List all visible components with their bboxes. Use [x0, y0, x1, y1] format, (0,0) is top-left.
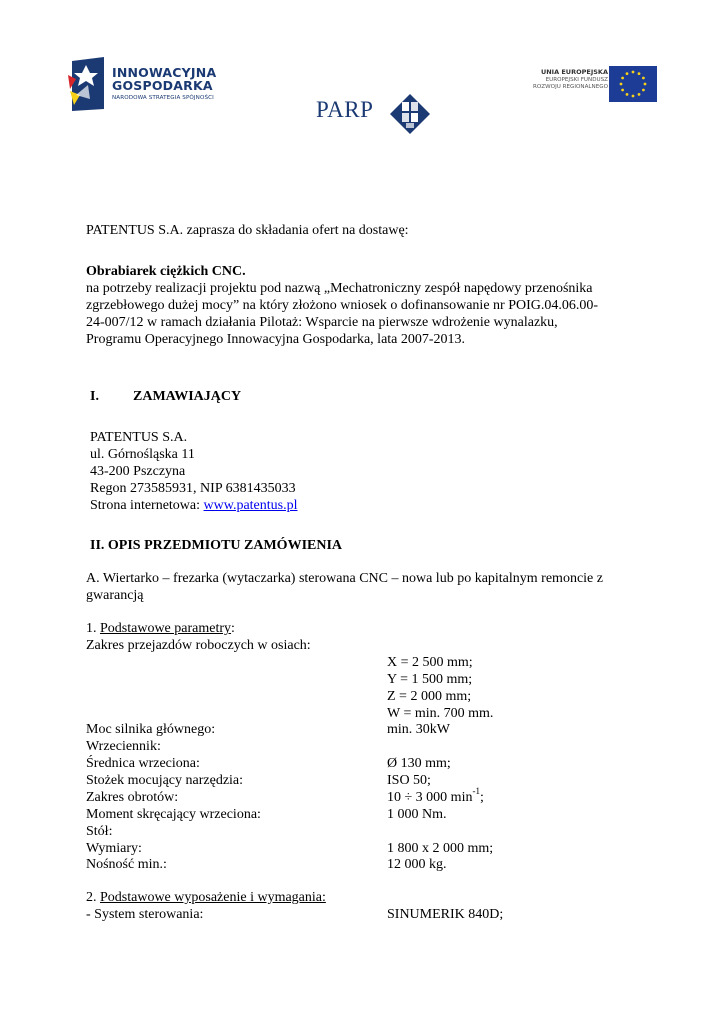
travel-w: W = min. 700 mm.: [387, 706, 494, 721]
subject-line-1: na potrzeby realizacji projektu pod nazwą „Mechatroniczny zespół napędowy przenośnika: [86, 281, 593, 296]
section-2-title: II. OPIS PRZEDMIOTU ZAMÓWIENIA: [90, 538, 343, 553]
travel-x: X = 2 500 mm;: [387, 655, 473, 670]
control-value: SINUMERIK 840D;: [387, 907, 504, 922]
subject-line-3: 24-007/12 w ramach działania Pilotaż: Wsparcie na pierwsze wdrożenie wynalazku,: [86, 315, 558, 330]
item-a-line-2: gwarancją: [86, 588, 144, 603]
load-value: 12 000 kg.: [387, 857, 447, 872]
subject-line-4: Programu Operacyjnego Innowacyjna Gospodarka, lata 2007-2013.: [86, 332, 466, 347]
speed-label: Zakres obrotów:: [86, 790, 179, 805]
motor-value: min. 30kW: [387, 722, 450, 737]
params-heading: 1. Podstawowe parametry:: [86, 621, 235, 636]
address-name: PATENTUS S.A.: [90, 430, 188, 445]
intro-text: PATENTUS S.A. zaprasza do składania ofert na dostawę:: [86, 223, 409, 238]
dims-value: 1 800 x 2 000 mm;: [387, 841, 494, 856]
eu-fund-logo: [505, 66, 660, 106]
speed-value: 10 ÷ 3 000 $\min^{-1}$;: [387, 786, 484, 805]
innowacyjna-gospodarka-logo: [66, 55, 246, 113]
section-1-number: I.: [90, 389, 99, 404]
ig-title-line2: GOSPODARKA: [112, 78, 213, 93]
headstock-label: Wrzeciennik:: [86, 739, 161, 754]
eu-flag-icon: [609, 66, 657, 102]
travel-z: Z = 2 000 mm;: [387, 689, 472, 704]
torque-label: Moment skręcający wrzeciona:: [86, 807, 261, 822]
section-1-title: ZAMAWIAJĄCY: [133, 389, 242, 404]
address-street: ul. Górnośląska 11: [90, 447, 195, 462]
eu-fund-line1: EUROPEJSKI FUNDUSZ: [545, 77, 608, 83]
equipment-heading: 2. Podstawowe wyposażenie i wymagania:: [86, 890, 326, 905]
taper-label: Stożek mocujący narzędzia:: [86, 773, 244, 788]
parp-wordmark: PARP: [316, 97, 374, 122]
subject-line-2: zgrzebłowego dużej mocy” na który złożono wniosek o dofinansowanie nr POIG.04.06.00-: [86, 298, 599, 313]
eu-fund-line2: ROZWOJU REGIONALNEGO: [533, 84, 608, 90]
eu-title: UNIA EUROPEJSKA: [540, 68, 608, 76]
spindle-diameter-value: Ø 130 mm;: [387, 756, 451, 771]
item-a-line-1: A. Wiertarko – frezarka (wytaczarka) sterowana CNC – nowa lub po kapitalnym remoncie z: [86, 571, 603, 586]
web-label: Strona internetowa:: [90, 498, 204, 513]
ig-subtitle: NARODOWA STRATEGIA SPÓJNOŚCI: [112, 95, 214, 101]
motor-label: Moc silnika głównego:: [86, 722, 216, 737]
control-label: - System sterowania:: [86, 907, 204, 922]
table-label: Stół:: [86, 824, 113, 839]
parp-logo: [316, 92, 436, 136]
parp-diamond-icon: [388, 92, 432, 136]
subject-title: Obrabiarek ciężkich CNC.: [86, 264, 246, 279]
address-web: [90, 497, 298, 514]
address-city: 43-200 Pszczyna: [90, 464, 186, 479]
spindle-diameter-label: Średnica wrzeciona:: [86, 756, 200, 771]
dims-label: Wymiary:: [86, 841, 142, 856]
ig-flag-icon: [66, 55, 110, 113]
website-link[interactable]: www.patentus.pl: [203, 498, 298, 513]
travel-y: Y = 1 500 mm;: [387, 672, 473, 687]
address-ids: Regon 273585931, NIP 6381435033: [90, 481, 296, 496]
taper-value: ISO 50;: [387, 773, 431, 788]
load-label: Nośność min.:: [86, 857, 167, 872]
travel-label: Zakres przejazdów roboczych w osiach:: [86, 638, 311, 653]
ig-title-line1: INNOWACYJNA: [112, 65, 217, 80]
torque-value: 1 000 Nm.: [387, 807, 447, 822]
